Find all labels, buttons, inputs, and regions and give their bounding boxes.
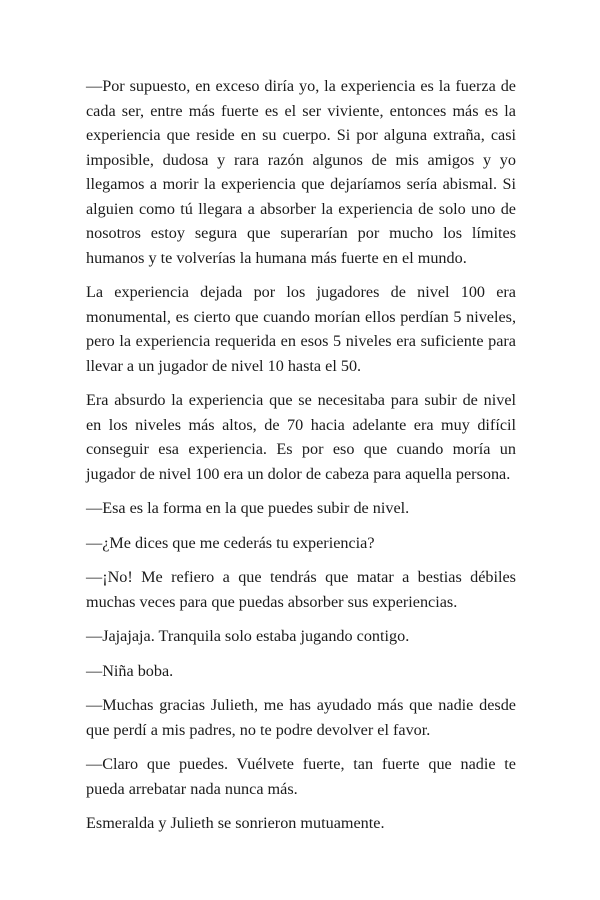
- dialogue-line-3: —¡No! Me refiero a que tendrás que matar a bestias débiles muchas veces para que puedas absorber sus experiencias.: [86, 568, 516, 611]
- dialogue-line-1: —Esa es la forma en la que puedes subir de nivel.: [86, 499, 410, 517]
- dialogue-line-6: —Muchas gracias Julieth, me has ayudado más que nadie desde que perdí a mis padres, no te podre devolver el favor.: [86, 696, 516, 739]
- paragraph-2: La experiencia dejada por los jugadores de nivel 100 era monumental, es cierto que cuando morían ellos perdían 5 niveles, pero la experiencia requerida en esos 5 niveles era suficiente para llevar a un jugador de nivel 10 hasta el 50.: [86, 283, 516, 375]
- book-page: [86, 74, 516, 836]
- dialogue-line-5: —Niña boba.: [86, 661, 174, 680]
- dialogue-line-2: —¿Me dices que me cederás tu experiencia?: [86, 533, 375, 552]
- paragraph-3: Era absurdo la experiencia que se necesitaba para subir de nivel en los niveles más altos, de 70 hacia adelante era muy difícil conseguir esa experiencia. Es por eso que cuando moría un jugador de nivel 100 era un dolor de cabeza para aquella persona.: [86, 391, 516, 483]
- dialogue-line-4: —Jajajaja. Tranquila solo estaba jugando contigo.: [86, 627, 410, 645]
- dialogue-line-7: —Claro que puedes. Vuélvete fuerte, tan fuerte que nadie te pueda arrebatar nada nunca más.: [86, 755, 516, 798]
- paragraph-1: —Por supuesto, en exceso diría yo, la experiencia es la fuerza de cada ser, entre más fuerte es el ser viviente, entonces más es la experiencia que reside en su cuerpo. Si por alguna extraña, casi imposible, dudosa y rara razón algunos de mis amigos y yo llegamos a morir la experiencia que dejaríamos sería abismal. Si alguien como tú llegara a absorber la experiencia de solo uno de nosotros estoy segura que superarían por mucho los límites humanos y te volverías la humana más fuerte en el mundo.: [86, 77, 516, 267]
- closing-paragraph: Esmeralda y Julieth se sonrieron mutuamente.: [86, 814, 385, 832]
